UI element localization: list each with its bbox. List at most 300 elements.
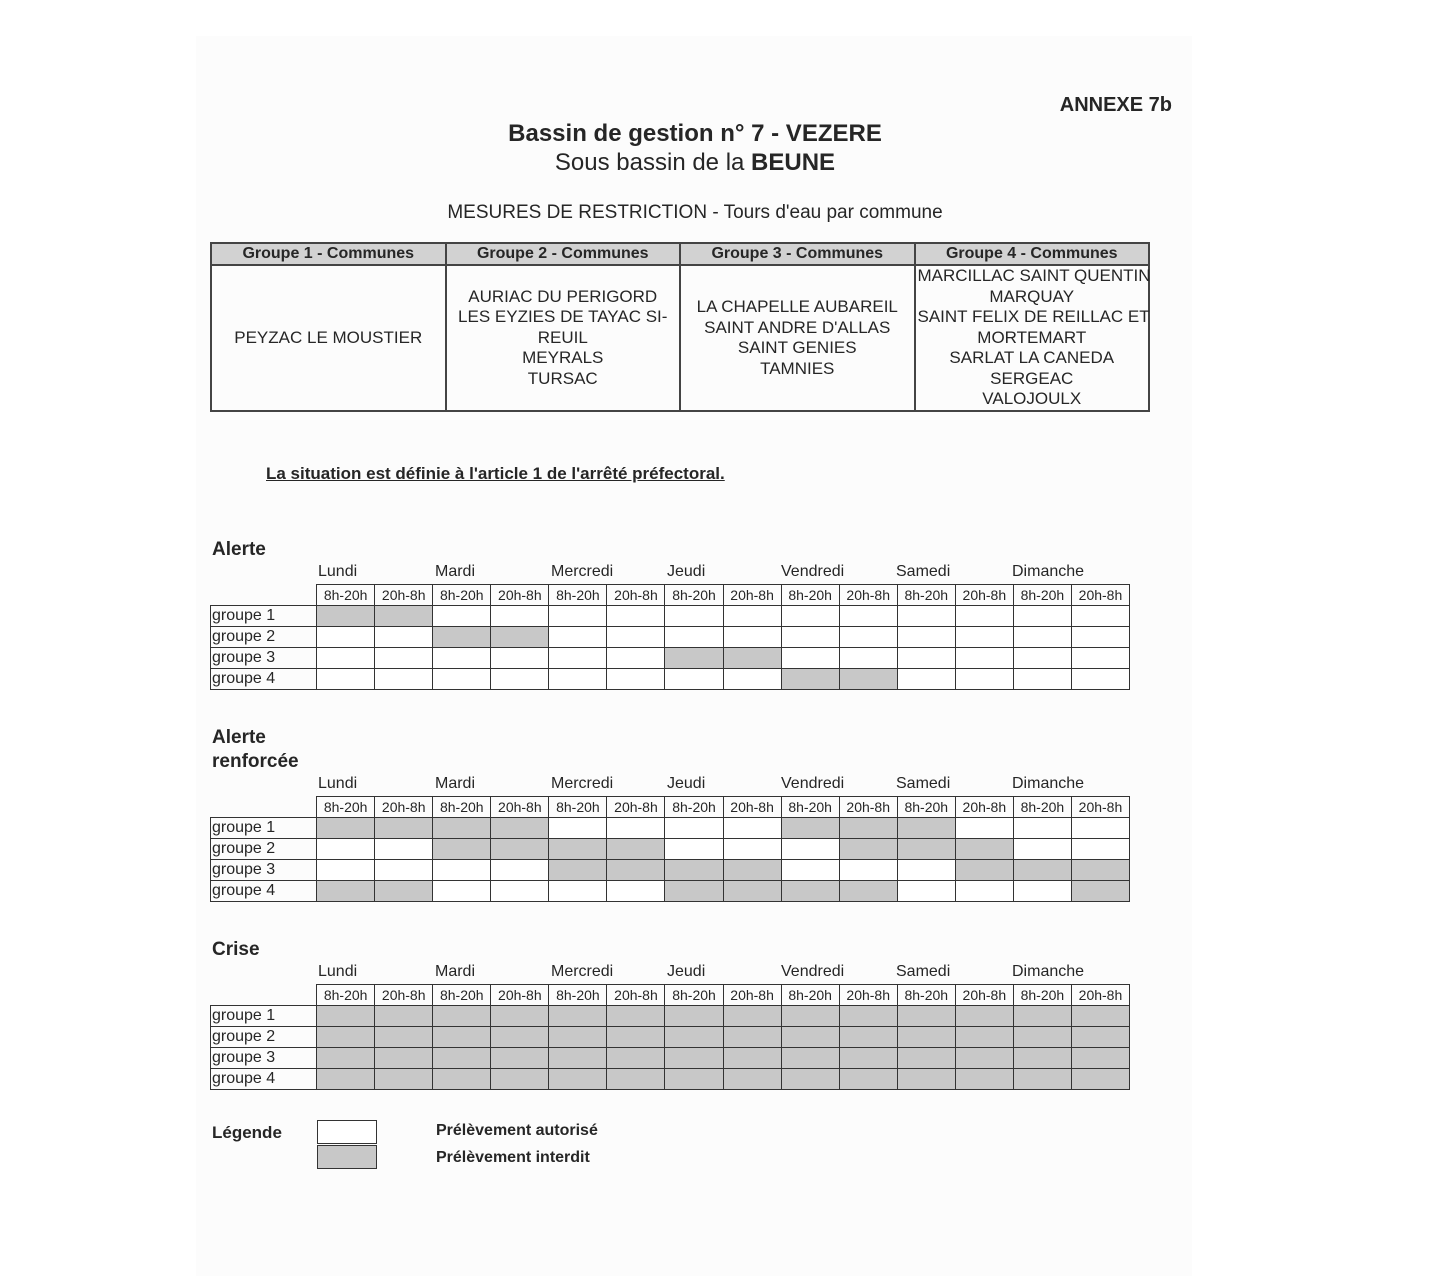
time-slot-header: 20h-8h [491,797,549,818]
slot-cell-allowed [607,648,665,669]
day-label: Lundi [318,963,358,980]
slot-cell-forbidden [839,881,897,902]
slot-cell-forbidden [897,1027,955,1048]
day-label: Dimanche [1012,775,1085,792]
time-slot-header: 20h-8h [1071,585,1129,606]
day-label: Mardi [435,775,476,792]
slot-cell-forbidden [549,1048,607,1069]
commune-name: TAMNIES [760,358,835,378]
slot-cell-allowed [781,648,839,669]
slot-cell-forbidden [317,1048,375,1069]
commune-name: TURSAC [527,368,598,388]
time-slot-header: 8h-20h [897,797,955,818]
commune-name: SAINT ANDRE D'ALLAS [704,317,891,337]
slot-cell-forbidden [723,1006,781,1027]
slot-cell-forbidden [1071,1069,1129,1090]
slot-cell-allowed [375,839,433,860]
time-slot-header: 8h-20h [1013,985,1071,1006]
communes-row [211,265,1149,411]
slot-cell-allowed [549,606,607,627]
time-slot-header: 8h-20h [897,585,955,606]
group-label: groupe 4 [211,1069,317,1090]
schedule-table-alerte-renforcee [210,796,1130,902]
slot-cell-forbidden [433,1069,491,1090]
schedule-table-crise [210,984,1130,1090]
slot-cell-allowed [897,881,955,902]
slot-cell-forbidden [839,1006,897,1027]
slot-cell-forbidden [723,648,781,669]
slot-cell-forbidden [549,860,607,881]
slot-cell-allowed [433,606,491,627]
commune-name: PEYZAC LE MOUSTIER [234,327,423,347]
slot-cell-allowed [317,669,375,690]
slot-cell-allowed [491,606,549,627]
group-label: groupe 2 [211,627,317,648]
communes-table [210,242,1150,412]
group-1-header: Groupe 1 - Communes [211,243,446,265]
group-label: groupe 1 [211,818,317,839]
days-row [318,963,1130,983]
slot-cell-allowed [607,881,665,902]
slot-cell-allowed [1071,839,1129,860]
slot-cell-forbidden [781,1048,839,1069]
slot-cell-forbidden [375,1027,433,1048]
time-slot-header: 20h-8h [839,585,897,606]
slot-cell-allowed [375,860,433,881]
group-1-communes [211,265,446,411]
slot-cell-allowed [897,648,955,669]
slot-cell-forbidden [317,881,375,902]
slot-cell-allowed [955,881,1013,902]
slot-cell-allowed [491,648,549,669]
slot-cell-forbidden [839,818,897,839]
slot-cell-forbidden [491,839,549,860]
slot-cell-forbidden [839,839,897,860]
slot-cell-allowed [317,627,375,648]
day-label: Dimanche [1012,563,1085,580]
slot-cell-allowed [723,606,781,627]
slot-cell-allowed [433,648,491,669]
communes-header-row [211,243,1149,265]
measures-title: MESURES DE RESTRICTION - Tours d'eau par commune [447,202,943,223]
time-slot-header: 20h-8h [723,585,781,606]
slot-cell-forbidden [1013,1048,1071,1069]
slot-cell-allowed [433,881,491,902]
slot-cell-forbidden [491,818,549,839]
group-2-communes [446,265,681,411]
slot-cell-forbidden [1013,1069,1071,1090]
slot-cell-forbidden [433,818,491,839]
slot-cell-allowed [1071,648,1129,669]
slot-cell-forbidden [723,860,781,881]
group-row [211,648,1130,669]
slot-cell-allowed [549,669,607,690]
slot-cell-allowed [317,648,375,669]
slot-cell-allowed [665,669,723,690]
slot-cell-allowed [897,606,955,627]
slot-cell-forbidden [317,1027,375,1048]
slot-cell-forbidden [375,606,433,627]
slot-cell-forbidden [375,1048,433,1069]
time-slot-header: 8h-20h [433,585,491,606]
slot-cell-allowed [781,627,839,648]
commune-name: REUIL [537,327,588,347]
group-label: groupe 3 [211,1048,317,1069]
slot-cell-allowed [897,669,955,690]
time-slot-header: 20h-8h [607,585,665,606]
day-label: Samedi [896,963,951,980]
slot-cell-forbidden [549,1006,607,1027]
slot-cell-allowed [375,648,433,669]
time-slot-header: 20h-8h [1071,797,1129,818]
commune-name: SARLAT LA CANEDA [949,348,1115,368]
commune-name: AURIAC DU PERIGORD [468,286,658,306]
slot-cell-forbidden [955,1027,1013,1048]
annexe-label: ANNEXE 7b [1059,94,1172,116]
slot-cell-allowed [549,627,607,648]
group-4-communes [915,265,1150,411]
group-label: groupe 1 [211,1006,317,1027]
slot-cell-allowed [665,818,723,839]
slot-cell-forbidden [491,627,549,648]
slot-cell-forbidden [549,1027,607,1048]
commune-name: SAINT FELIX DE REILLAC ET [917,307,1150,327]
slot-cell-forbidden [839,1027,897,1048]
slot-cell-allowed [491,669,549,690]
slot-cell-forbidden [665,1048,723,1069]
slot-cell-allowed [607,669,665,690]
slot-cell-allowed [1013,606,1071,627]
slot-cell-allowed [1013,669,1071,690]
slot-cell-forbidden [781,881,839,902]
slot-cell-forbidden [1013,860,1071,881]
slot-header-row [211,985,1130,1006]
time-slot-header: 8h-20h [433,797,491,818]
slot-cell-forbidden [607,1069,665,1090]
slot-cell-allowed [549,881,607,902]
time-slot-header: 20h-8h [375,797,433,818]
slot-cell-forbidden [549,1069,607,1090]
time-slot-header: 8h-20h [665,797,723,818]
slot-cell-forbidden [723,1069,781,1090]
section-label-line: renforcée [212,751,299,772]
time-slot-header: 20h-8h [375,985,433,1006]
day-label: Samedi [896,563,951,580]
time-slot-header: 20h-8h [955,585,1013,606]
situation-note: La situation est définie à l'article 1 de l'arrêté préfectoral. [266,464,725,483]
slot-cell-allowed [1013,839,1071,860]
slot-cell-allowed [723,669,781,690]
slot-cell-forbidden [491,1006,549,1027]
slot-cell-forbidden [1071,881,1129,902]
subtitle-basin-name: BEUNE [751,149,836,176]
slot-cell-allowed [1071,606,1129,627]
commune-name: LES EYZIES DE TAYAC SI- [458,307,668,327]
day-label: Jeudi [667,963,706,980]
group-4-header: Groupe 4 - Communes [915,243,1150,265]
group-label: groupe 4 [211,669,317,690]
slot-cell-allowed [839,606,897,627]
day-label: Vendredi [781,963,845,980]
slot-cell-allowed [491,860,549,881]
section-label-line: Crise [212,939,260,960]
slot-cell-allowed [607,818,665,839]
section-label-alerte-renforcee [212,726,299,774]
section-label-alerte [212,538,266,562]
day-label: Samedi [896,775,951,792]
slot-cell-forbidden [781,818,839,839]
legend-title: Légende [212,1123,282,1142]
slot-cell-forbidden [607,860,665,881]
slot-cell-forbidden [955,839,1013,860]
slot-cell-forbidden [433,839,491,860]
slot-cell-allowed [375,669,433,690]
slot-cell-allowed [781,606,839,627]
time-slot-header: 20h-8h [607,985,665,1006]
slot-cell-allowed [665,606,723,627]
commune-name: MARQUAY [989,286,1075,306]
slot-cell-forbidden [375,1069,433,1090]
slot-cell-allowed [723,627,781,648]
group-row [211,606,1130,627]
slot-cell-forbidden [839,1048,897,1069]
day-label: Jeudi [667,775,706,792]
slot-cell-allowed [491,881,549,902]
group-row [211,1069,1130,1090]
slot-cell-forbidden [607,1048,665,1069]
slot-cell-forbidden [1071,1027,1129,1048]
day-label: Vendredi [781,563,845,580]
day-label: Dimanche [1012,963,1085,980]
page-subtitle [300,149,1090,177]
slot-cell-allowed [897,627,955,648]
slot-cell-allowed [317,839,375,860]
group-2-header: Groupe 2 - Communes [446,243,681,265]
time-slot-header: 8h-20h [781,585,839,606]
legend-forbidden-text: Prélèvement interdit [436,1149,590,1166]
slot-cell-forbidden [1013,1027,1071,1048]
time-slot-header: 8h-20h [549,797,607,818]
day-label: Mardi [435,563,476,580]
group-3-header: Groupe 3 - Communes [680,243,915,265]
corner-cell [211,797,317,818]
slot-cell-allowed [839,648,897,669]
slot-cell-allowed [1013,648,1071,669]
time-slot-header: 20h-8h [955,985,1013,1006]
slot-cell-forbidden [955,1048,1013,1069]
day-label: Lundi [318,775,358,792]
slot-cell-forbidden [723,1048,781,1069]
slot-header-row [211,797,1130,818]
days-row [318,775,1130,795]
time-slot-header: 8h-20h [549,585,607,606]
group-row [211,1006,1130,1027]
slot-cell-forbidden [897,1069,955,1090]
corner-cell [211,585,317,606]
slot-cell-allowed [723,818,781,839]
group-row [211,669,1130,690]
slot-cell-allowed [955,627,1013,648]
slot-cell-forbidden [375,1006,433,1027]
corner-cell [211,985,317,1006]
slot-cell-forbidden [433,1048,491,1069]
time-slot-header: 20h-8h [723,985,781,1006]
group-label: groupe 4 [211,881,317,902]
slot-cell-forbidden [781,1006,839,1027]
time-slot-header: 8h-20h [781,985,839,1006]
time-slot-header: 8h-20h [317,585,375,606]
group-row [211,1027,1130,1048]
page-title: Bassin de gestion n° 7 - VEZERE [508,120,882,147]
day-label: Vendredi [781,775,845,792]
time-slot-header: 20h-8h [607,797,665,818]
time-slot-header: 8h-20h [317,985,375,1006]
time-slot-header: 8h-20h [1013,585,1071,606]
time-slot-header: 8h-20h [665,985,723,1006]
slot-cell-forbidden [781,1027,839,1048]
day-label: Jeudi [667,563,706,580]
slot-cell-forbidden [549,839,607,860]
slot-cell-allowed [665,839,723,860]
group-3-communes [680,265,915,411]
slot-cell-forbidden [491,1048,549,1069]
group-row [211,839,1130,860]
slot-cell-forbidden [317,1069,375,1090]
slot-cell-forbidden [665,1069,723,1090]
slot-cell-allowed [1071,818,1129,839]
group-row [211,627,1130,648]
time-slot-header: 8h-20h [549,985,607,1006]
day-label: Mercredi [551,963,614,980]
slot-cell-forbidden [665,648,723,669]
time-slot-header: 20h-8h [955,797,1013,818]
time-slot-header: 20h-8h [839,985,897,1006]
slot-cell-forbidden [897,818,955,839]
slot-cell-allowed [955,669,1013,690]
slot-cell-forbidden [607,1027,665,1048]
slot-cell-forbidden [665,881,723,902]
group-label: groupe 1 [211,606,317,627]
day-label: Lundi [318,563,358,580]
slot-cell-allowed [955,648,1013,669]
slot-cell-forbidden [607,839,665,860]
group-row [211,1048,1130,1069]
group-label: groupe 2 [211,839,317,860]
slot-cell-forbidden [955,1006,1013,1027]
slot-cell-allowed [1071,627,1129,648]
time-slot-header: 20h-8h [1071,985,1129,1006]
slot-cell-forbidden [723,881,781,902]
slot-header-row [211,585,1130,606]
slot-cell-forbidden [317,1006,375,1027]
time-slot-header: 20h-8h [375,585,433,606]
time-slot-header: 8h-20h [1013,797,1071,818]
time-slot-header: 8h-20h [781,797,839,818]
slot-cell-allowed [955,818,1013,839]
slot-cell-forbidden [1071,860,1129,881]
slot-cell-allowed [1013,627,1071,648]
slot-cell-allowed [607,627,665,648]
time-slot-header: 8h-20h [317,797,375,818]
commune-name: MEYRALS [522,348,604,368]
slot-cell-forbidden [955,1069,1013,1090]
slot-cell-forbidden [317,606,375,627]
slot-cell-allowed [607,606,665,627]
slot-cell-forbidden [433,1027,491,1048]
legend-swatch-allowed [317,1120,377,1144]
subtitle-prefix: Sous bassin de la [554,149,752,176]
slot-cell-forbidden [955,860,1013,881]
slot-cell-allowed [317,860,375,881]
day-label: Mercredi [551,775,614,792]
commune-name: MARCILLAC SAINT QUENTIN [917,266,1151,286]
group-row [211,881,1130,902]
slot-cell-forbidden [781,669,839,690]
slot-cell-forbidden [897,839,955,860]
slot-cell-forbidden [665,860,723,881]
slot-cell-allowed [433,860,491,881]
slot-cell-forbidden [839,669,897,690]
slot-cell-allowed [549,818,607,839]
slot-cell-forbidden [665,1006,723,1027]
slot-cell-forbidden [1071,1048,1129,1069]
time-slot-header: 8h-20h [433,985,491,1006]
legend-swatch-forbidden [317,1145,377,1169]
slot-cell-forbidden [433,1006,491,1027]
day-label: Mercredi [551,563,614,580]
slot-cell-forbidden [781,1069,839,1090]
slot-cell-allowed [723,839,781,860]
commune-name: VALOJOULX [982,389,1082,409]
commune-name: MORTEMART [977,327,1087,347]
commune-name: SERGEAC [990,368,1074,388]
slot-cell-forbidden [607,1006,665,1027]
slot-cell-allowed [897,860,955,881]
slot-cell-allowed [839,627,897,648]
legend-allowed-text: Prélèvement autorisé [436,1122,598,1139]
time-slot-header: 20h-8h [491,585,549,606]
group-row [211,818,1130,839]
group-label: groupe 2 [211,1027,317,1048]
time-slot-header: 8h-20h [897,985,955,1006]
slot-cell-allowed [839,860,897,881]
slot-cell-forbidden [375,818,433,839]
slot-cell-allowed [955,606,1013,627]
slot-cell-forbidden [897,1006,955,1027]
time-slot-header: 8h-20h [665,585,723,606]
section-label-crise [212,938,260,962]
slot-cell-allowed [781,839,839,860]
commune-name: LA CHAPELLE AUBAREIL [696,297,898,316]
days-row [318,563,1130,583]
slot-cell-forbidden [665,1027,723,1048]
slot-cell-allowed [549,648,607,669]
schedule-table-alerte [210,584,1130,690]
slot-cell-forbidden [433,627,491,648]
section-label-line: Alerte [212,539,266,560]
group-label: groupe 3 [211,648,317,669]
slot-cell-allowed [433,669,491,690]
slot-cell-forbidden [491,1069,549,1090]
slot-cell-forbidden [1013,1006,1071,1027]
section-label-line: Alerte [212,727,266,748]
time-slot-header: 20h-8h [839,797,897,818]
slot-cell-forbidden [491,1027,549,1048]
slot-cell-forbidden [317,818,375,839]
slot-cell-allowed [1013,881,1071,902]
slot-cell-forbidden [1071,1006,1129,1027]
slot-cell-allowed [781,860,839,881]
